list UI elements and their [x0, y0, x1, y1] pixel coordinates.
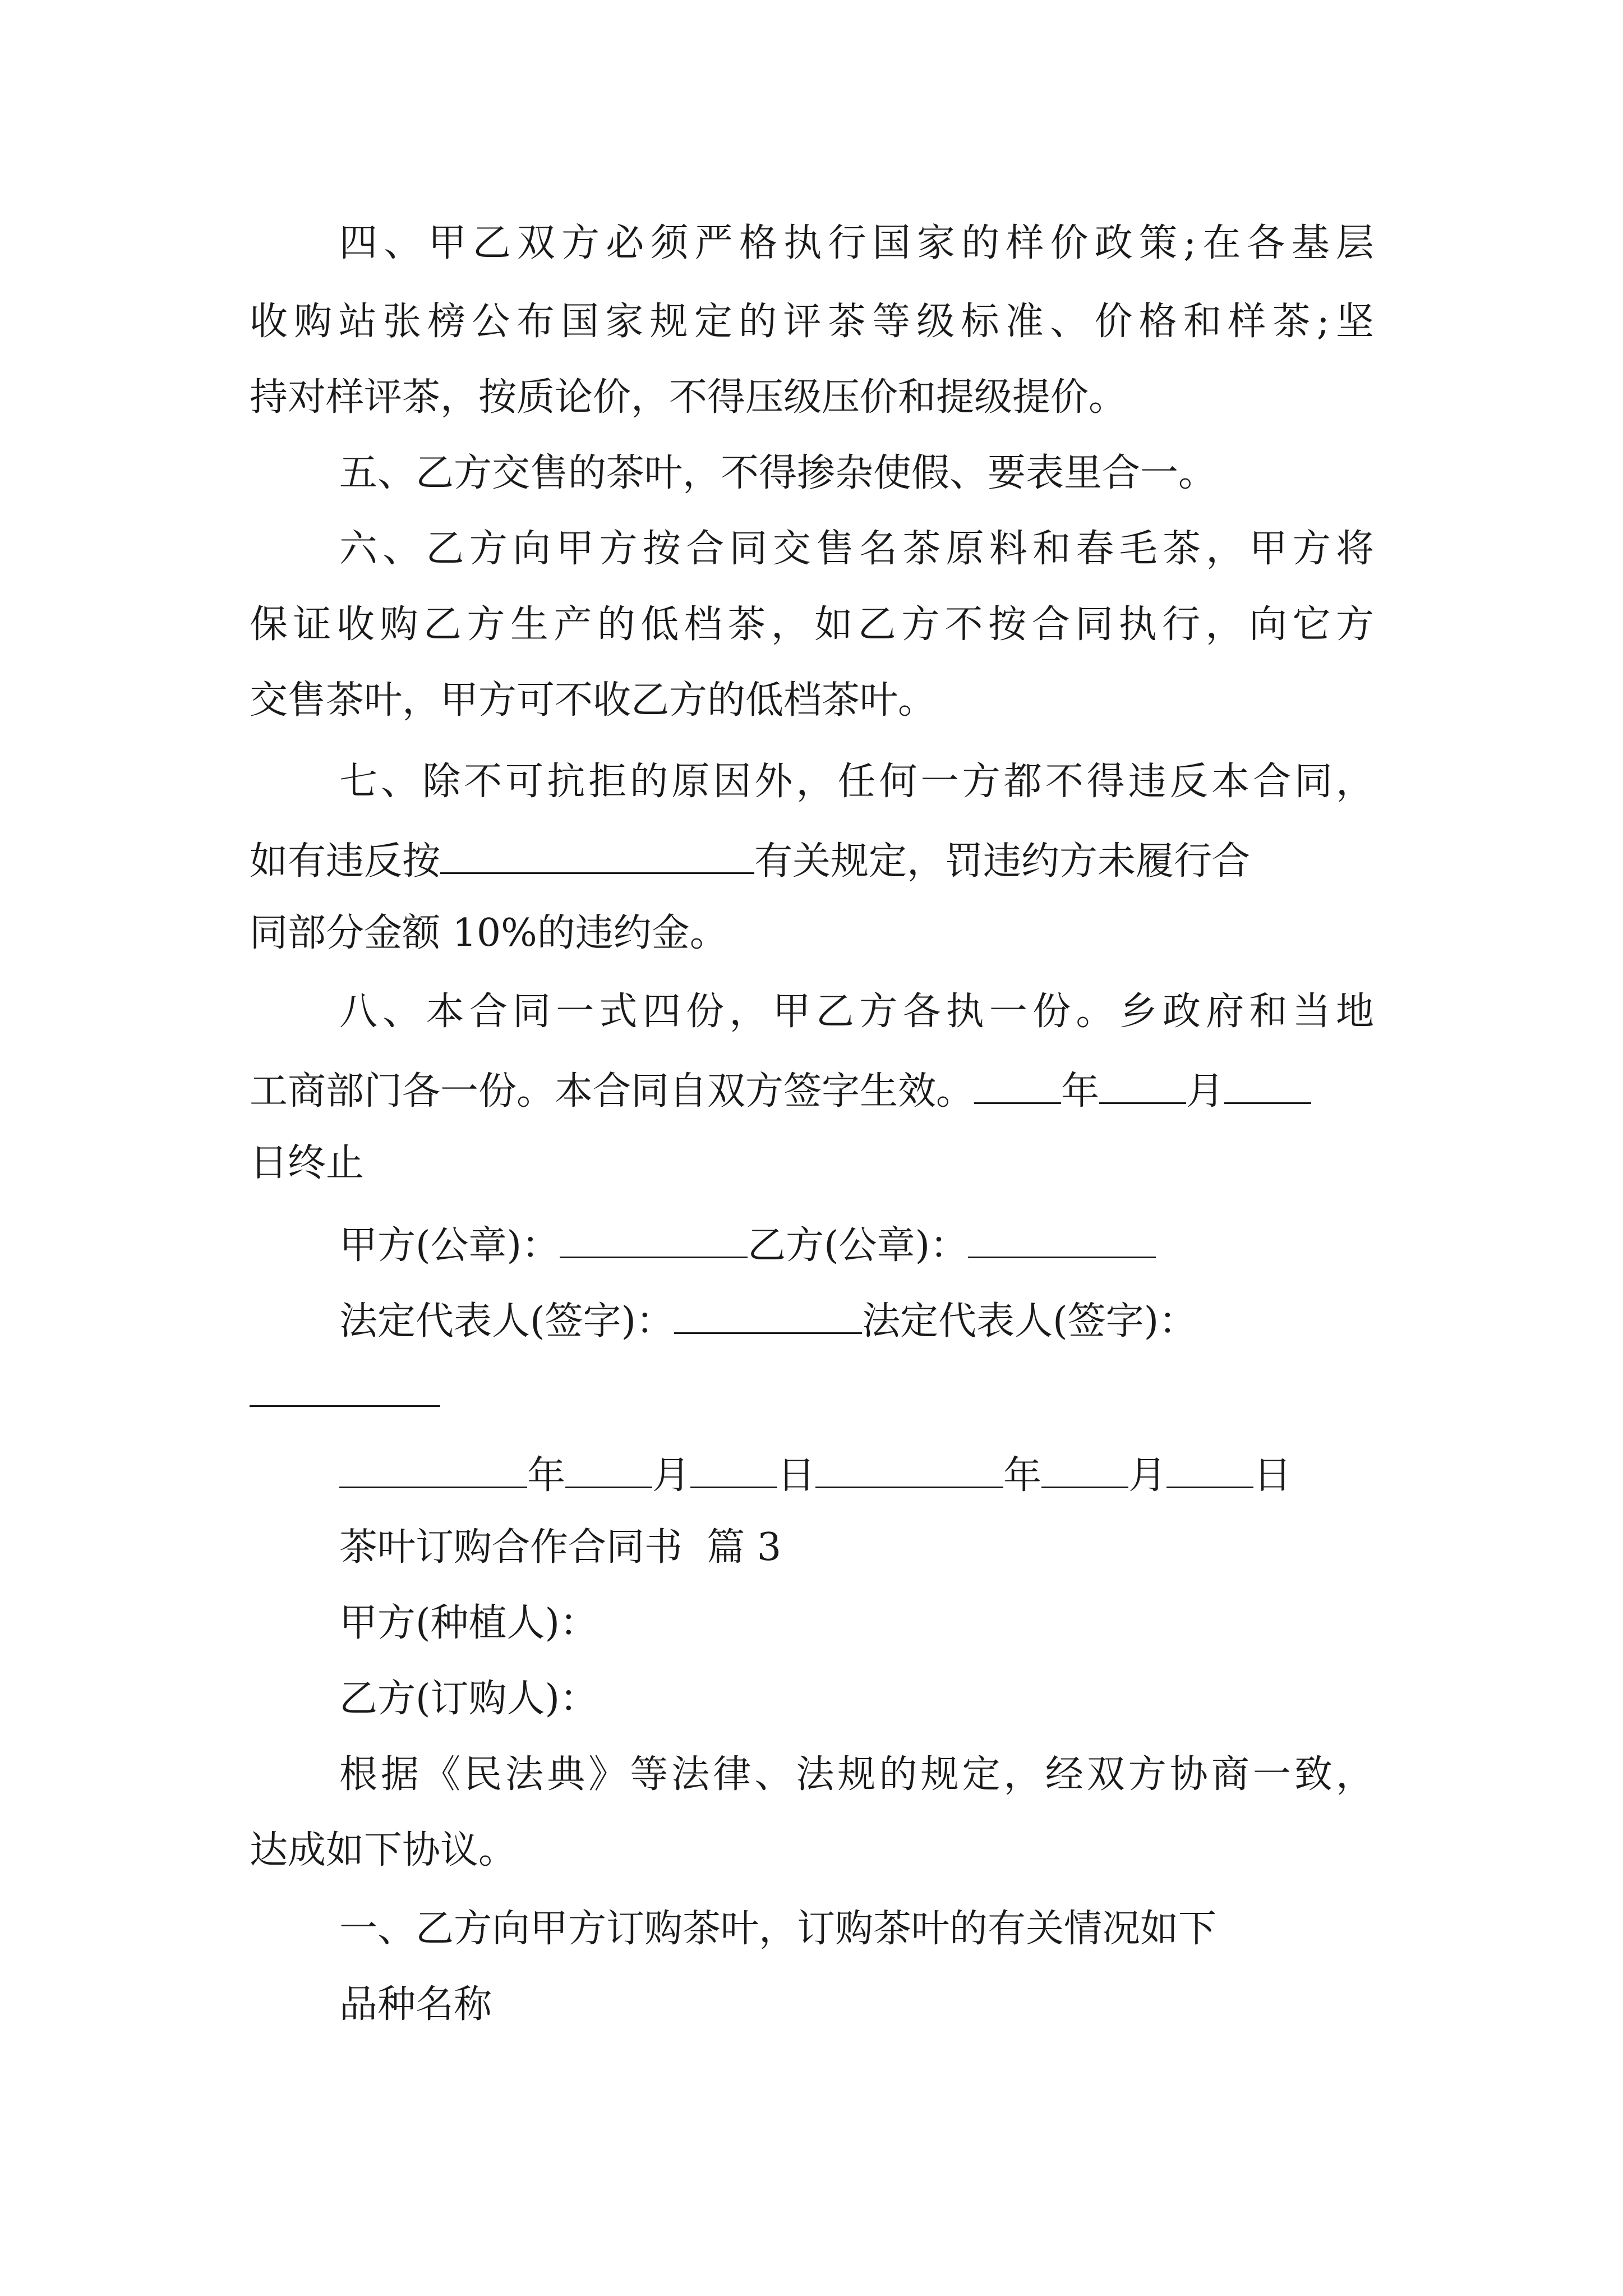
party-a-month-label: 月	[652, 1453, 691, 1498]
intro-line-2: 达成如下协议。	[250, 1828, 517, 1872]
section-heading: 茶叶订购合作合同书 篇 3	[339, 1525, 782, 1570]
blank-end-month[interactable]	[1099, 1069, 1186, 1104]
party-b-legal-rep-field[interactable]	[250, 1405, 440, 1407]
party-b-month-label: 月	[1128, 1453, 1167, 1498]
clause-7-line-2-end: 有关规定，罚违约方未履行合	[754, 839, 1251, 884]
party-a-date-month-field[interactable]	[565, 1453, 652, 1488]
clause-5: 五、乙方交售的茶叶，不得掺杂使假、要表里合一。	[339, 451, 1217, 495]
party-b-date-day-field[interactable]	[1166, 1453, 1253, 1488]
party-a-date-day-field[interactable]	[690, 1453, 777, 1488]
clause-6-line-1: 六、乙方向甲方按合同交售名茶原料和春毛茶，甲方将	[339, 527, 1374, 571]
clause-8-line-3: 日终止	[250, 1141, 365, 1185]
clause-4-line-3: 持对样评茶，按质论价，不得压级压价和提级提价。	[250, 375, 1127, 420]
party-a-year-label: 年	[527, 1453, 566, 1498]
blank-end-year[interactable]	[974, 1069, 1061, 1104]
intro-line-1: 根据《民法典》等法律、法规的规定，经双方协商一致，	[339, 1752, 1374, 1797]
clause-8-line-1: 八、本合同一式四份，甲乙方各执一份。乡政府和当地	[339, 990, 1374, 1034]
party-a-legal-rep-label: 法定代表人(签字)：	[339, 1299, 675, 1343]
party-b-buyer: 乙方(订购人)：	[339, 1677, 598, 1721]
clause-7-line-1: 七、除不可抗拒的原因外，任何一方都不得违反本合同，	[339, 760, 1374, 804]
clause-6-line-2: 保证收购乙方生产的低档茶，如乙方不按合同执行，向它方	[250, 602, 1374, 647]
date-row	[339, 1453, 1292, 1498]
item-1: 一、乙方向甲方订购茶叶，订购茶叶的有关情况如下	[339, 1907, 1217, 1951]
party-b-date-month-field[interactable]	[1041, 1453, 1128, 1488]
clause-6-line-3: 交售茶叶，甲方可不收乙方的低档茶叶。	[250, 678, 937, 723]
party-a-seal-label: 甲方(公章)：	[339, 1223, 560, 1268]
party-b-seal-label: 乙方(公章)：	[748, 1223, 969, 1268]
clause-4-line-1: 四、甲乙双方必须严格执行国家的样价政策;在各基层	[339, 221, 1374, 265]
clause-7-line-2	[250, 839, 1251, 884]
blank-regulation-field[interactable]	[440, 839, 754, 874]
year-label: 年	[1061, 1069, 1100, 1114]
party-b-seal-field[interactable]	[968, 1223, 1156, 1258]
clause-8-line-2	[250, 1069, 1311, 1114]
party-a-seal-field[interactable]	[560, 1223, 748, 1258]
variety-name-label: 品种名称	[339, 1982, 492, 2027]
clause-4-line-2: 收购站张榜公布国家规定的评茶等级标准、价格和样茶;坚	[250, 300, 1374, 344]
party-b-day-label: 日	[1253, 1453, 1292, 1498]
blank-end-day[interactable]	[1224, 1069, 1311, 1104]
seal-row	[339, 1223, 1156, 1268]
clause-7-line-3: 同部分金额 10%的违约金。	[250, 911, 728, 955]
party-b-date-year-field[interactable]	[815, 1453, 1003, 1488]
party-b-year-label: 年	[1003, 1453, 1042, 1498]
party-a-grower: 甲方(种植人)：	[339, 1601, 598, 1645]
party-b-legal-rep-label: 法定代表人(签字)：	[862, 1299, 1197, 1343]
clause-8-line-2-text: 工商部门各一份。本合同自双方签字生效。	[250, 1069, 975, 1114]
party-a-day-label: 日	[777, 1453, 816, 1498]
clause-7-line-2-start: 如有违反按	[250, 839, 441, 884]
party-a-legal-rep-field[interactable]	[674, 1299, 862, 1334]
party-a-date-year-field[interactable]	[339, 1453, 527, 1488]
month-label: 月	[1186, 1069, 1225, 1114]
legal-rep-row	[339, 1299, 1197, 1341]
